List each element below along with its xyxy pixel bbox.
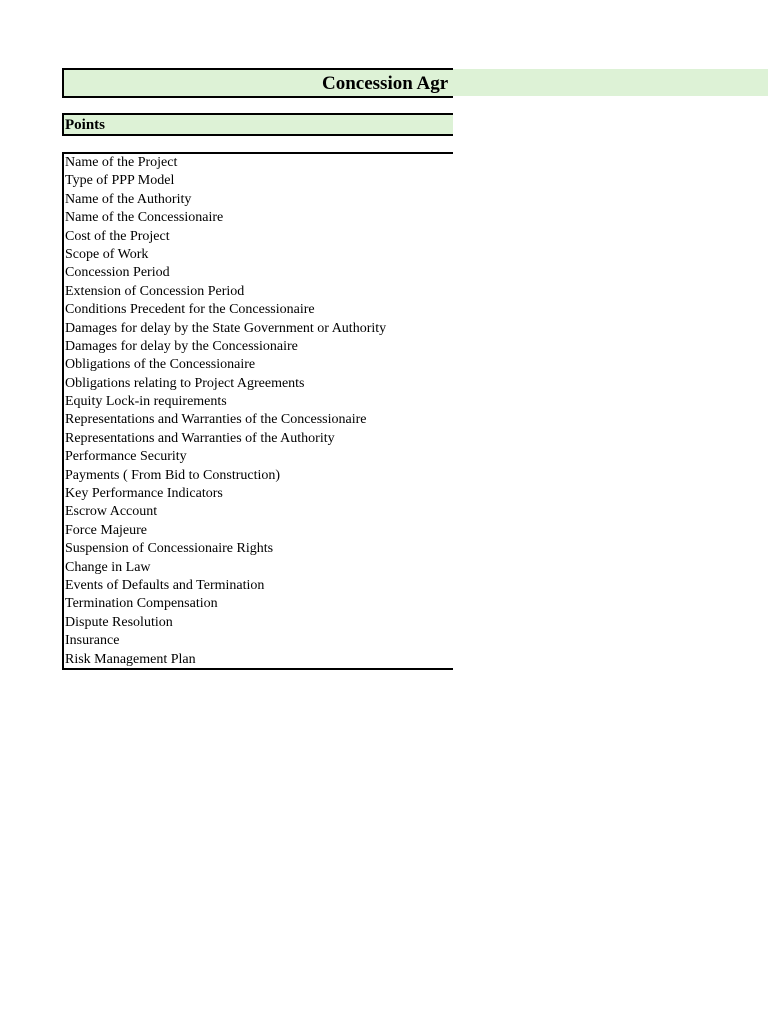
- point-row[interactable]: Obligations of the Concessionaire: [65, 357, 256, 373]
- point-row[interactable]: Scope of Work: [65, 246, 149, 262]
- point-row[interactable]: Name of the Concessionaire: [65, 210, 224, 226]
- points-list: [65, 154, 386, 669]
- points-list-frame: [62, 152, 453, 670]
- points-header-label: Points: [65, 117, 106, 133]
- point-row[interactable]: Force Majeure: [65, 522, 148, 538]
- point-row[interactable]: Equity Lock-in requirements: [65, 394, 227, 410]
- title-cell[interactable]: [62, 68, 453, 98]
- sheet-title: Concession Agr: [322, 73, 449, 94]
- point-row[interactable]: Obligations relating to Project Agreements: [65, 375, 305, 391]
- point-row[interactable]: Suspension of Concessionaire Rights: [65, 541, 274, 557]
- point-row[interactable]: Type of PPP Model: [65, 173, 175, 189]
- point-row[interactable]: Change in Law: [65, 559, 151, 575]
- point-row[interactable]: Risk Management Plan: [65, 651, 196, 667]
- points-header-cell[interactable]: [62, 113, 453, 136]
- point-row[interactable]: Events of Defaults and Termination: [65, 577, 265, 593]
- point-row[interactable]: Cost of the Project: [65, 228, 170, 244]
- point-row[interactable]: Escrow Account: [65, 504, 158, 520]
- point-row[interactable]: Termination Compensation: [65, 596, 218, 612]
- point-row[interactable]: Damages for delay by the State Government or Authority: [65, 320, 387, 336]
- point-row[interactable]: Conditions Precedent for the Concessionaire: [65, 302, 315, 318]
- point-row[interactable]: Dispute Resolution: [65, 614, 173, 630]
- point-row[interactable]: Performance Security: [65, 449, 187, 465]
- point-row[interactable]: Representations and Warranties of the Concessionaire: [65, 412, 367, 428]
- point-row[interactable]: Name of the Project: [65, 155, 178, 170]
- point-row[interactable]: Representations and Warranties of the Authority: [65, 430, 335, 446]
- point-row[interactable]: Extension of Concession Period: [65, 283, 245, 299]
- point-row[interactable]: Insurance: [65, 633, 120, 649]
- point-row[interactable]: Key Performance Indicators: [65, 486, 223, 502]
- point-row[interactable]: Name of the Authority: [65, 191, 192, 207]
- point-row[interactable]: Damages for delay by the Concessionaire: [65, 338, 298, 354]
- point-row[interactable]: Payments ( From Bid to Construction): [65, 467, 281, 483]
- point-row[interactable]: Concession Period: [65, 265, 170, 281]
